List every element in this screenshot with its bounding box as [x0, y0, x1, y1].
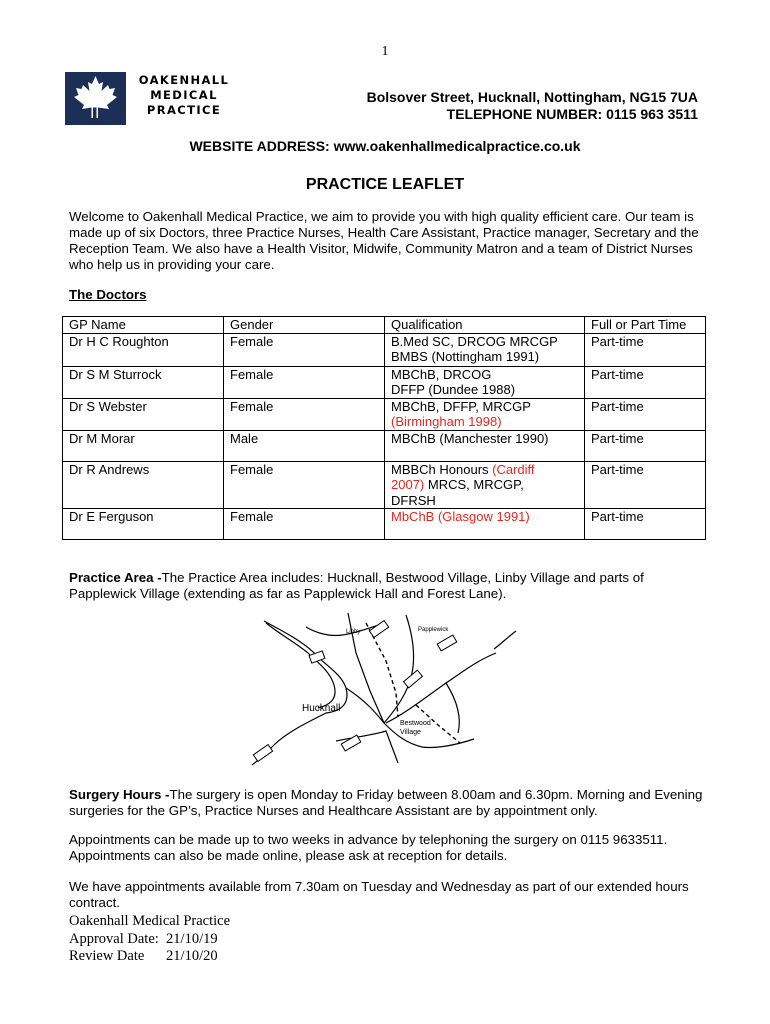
footer [69, 913, 230, 966]
cell-qualification [385, 430, 585, 461]
cell-time: Part-time [585, 398, 706, 430]
qualification-highlight: (Cardiff [492, 461, 535, 477]
surgery-hours-text: The surgery is open Monday to Friday between 8.00am and 6.30pm. Morning and Evening surgeries for the GP’s, Practice Nurses and Healthcare Assistant are by appointment only. [69, 787, 703, 818]
intro-paragraph: Welcome to Oakenhall Medical Practice, we aim to provide you with high quality efficient care. Our team is made up of six Doctors, three Practice Nurses, Health Care Assistant, Practice manager, Secretary and the Reception Team. We also have a Health Visitor, Midwife, Community Matron and a team of District Nurses who help us in providing your care. [69, 209, 699, 272]
cell-time: Part-time [585, 333, 706, 366]
cell-gp-name: Dr S M Sturrock [63, 366, 224, 398]
surgery-hours-paragraph [69, 787, 709, 819]
cell-qualification [385, 366, 585, 398]
logo [65, 72, 126, 125]
map-label-village: Village [400, 729, 421, 736]
map-drawing [246, 613, 524, 773]
cell-time: Part-time [585, 430, 706, 461]
cell-gender: Female [224, 333, 385, 366]
table-row [63, 430, 706, 461]
qualification-text: MRCS, MRCGP, [424, 477, 524, 492]
website-address: WEBSITE ADDRESS: www.oakenhallmedicalpractice.co.uk [189, 138, 581, 154]
qualification-text: B.Med SC, DRCOG MRCGP [391, 333, 558, 349]
page-number: 1 [381, 44, 389, 59]
cell-gender: Female [224, 461, 385, 509]
cell-gender: Female [224, 509, 385, 540]
map-label-bestwood: Bestwood [400, 720, 431, 727]
cell-gp-name: Dr S Webster [63, 398, 224, 430]
qualification-text: MBChB, DRCOG [391, 366, 492, 382]
appointments-paragraph: Appointments can be made up to two weeks in advance by telephoning the surgery on 0115 9633511. Appointments can also be made online, please ask at reception for details. [69, 832, 668, 863]
qualification-text: DFRSH [391, 492, 436, 508]
cell-gender: Female [224, 366, 385, 398]
cell-gp-name: Dr E Ferguson [63, 509, 224, 540]
table-row [63, 509, 706, 540]
cell-qualification [385, 398, 585, 430]
practice-area-text: The Practice Area includes: Hucknall, Bestwood Village, Linby Village and parts of Papplewick Village (extending as far as Papplewick Hall and Forest Lane). [69, 570, 644, 601]
practice-area-paragraph [69, 570, 709, 602]
map-label-hucknall: Hucknall [302, 703, 341, 714]
qualification-text: MBChB (Manchester 1990) [391, 430, 549, 446]
doctors-heading: The Doctors [69, 287, 147, 302]
qualification-highlight: MbChB (Glasgow 1991) [391, 509, 530, 524]
contact-block [367, 89, 698, 122]
qualification-text: DFFP (Dundee 1988) [391, 382, 516, 397]
cell-time: Part-time [585, 461, 706, 509]
cell-gender: Male [224, 430, 385, 461]
extended-hours-paragraph: We have appointments available from 7.30am on Tuesday and Wednesday as part of our extended hours contract. [69, 879, 689, 910]
address: Bolsover Street, Hucknall, Nottingham, NG15 7UA [366, 89, 698, 105]
maple-leaf-icon [65, 72, 126, 125]
column-header: Gender [224, 317, 385, 334]
footer-approval-date: Approval Date: 21/10/19 [69, 930, 218, 947]
qualification-text: MBChB, DFFP, MRCGP [391, 398, 531, 414]
cell-time: Part-time [585, 366, 706, 398]
cell-qualification [385, 509, 585, 540]
table-row [63, 366, 706, 398]
table-row [63, 398, 706, 430]
cell-gender: Female [224, 398, 385, 430]
table-row [63, 333, 706, 366]
logo-line-2: MEDICAL [150, 88, 218, 102]
cell-gp-name: Dr M Morar [63, 430, 224, 461]
qualification-text: BMBS (Nottingham 1991) [391, 349, 540, 364]
footer-org: Oakenhall Medical Practice [69, 913, 231, 929]
telephone: TELEPHONE NUMBER: 0115 963 3511 [446, 105, 698, 122]
cell-gp-name: Dr H C Roughton [63, 333, 224, 366]
cell-time: Part-time [585, 509, 706, 540]
practice-area-label: Practice Area - [69, 570, 162, 585]
table-row [63, 461, 706, 509]
column-header: Qualification [385, 317, 585, 334]
cell-gp-name: Dr R Andrews [63, 461, 224, 509]
qualification-highlight: 2007) [391, 477, 425, 492]
cell-qualification [385, 461, 585, 509]
cell-qualification [385, 333, 585, 366]
column-header: GP Name [63, 317, 224, 334]
qualification-highlight: (Birmingham 1998) [391, 414, 502, 429]
surgery-hours-label: Surgery Hours - [69, 787, 170, 802]
column-header: Full or Part Time [585, 317, 706, 334]
map-label-linby: Linby [346, 629, 361, 635]
practice-area-map [246, 613, 524, 773]
footer-review-date: Review Date 21/10/20 [69, 948, 218, 964]
qualification-text: MBBCh Honours [391, 461, 493, 477]
logo-line-3: PRACTICE [146, 103, 222, 117]
page-title: PRACTICE LEAFLET [305, 176, 465, 193]
table-header-row [63, 317, 706, 334]
map-label-papplewick: Papplewick [418, 627, 449, 633]
doctors-table [62, 316, 706, 540]
logo-text [128, 73, 240, 118]
logo-line-1: OAKENHALL [138, 73, 230, 87]
